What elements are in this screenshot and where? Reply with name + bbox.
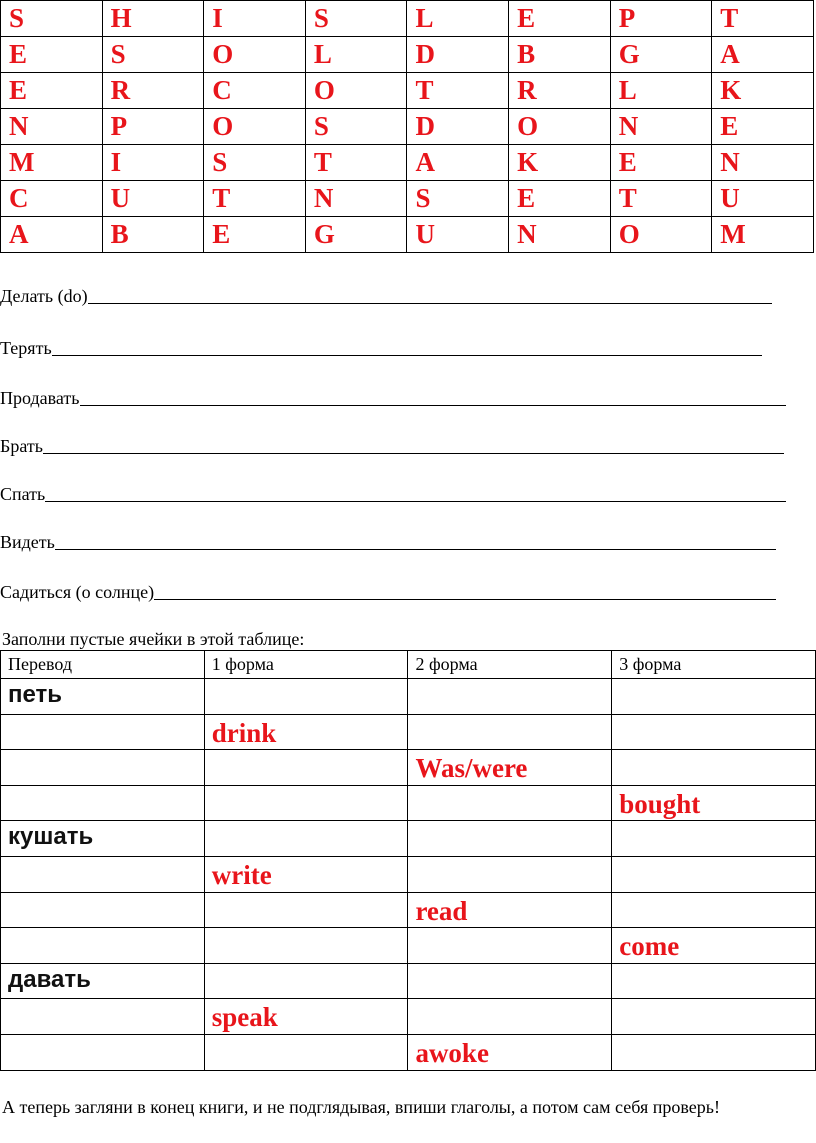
fill-line-label: Брать — [0, 436, 43, 456]
verb-table-row — [1, 785, 816, 821]
letter-cell: O — [204, 37, 306, 73]
verb-forms-table — [0, 650, 816, 1071]
letter-cell: A — [407, 145, 509, 181]
answer-blank[interactable] — [45, 483, 786, 502]
verb-cell[interactable] — [408, 785, 612, 821]
verb-cell — [1, 679, 205, 715]
letter-cell: K — [712, 73, 814, 109]
translation-text: давать — [8, 965, 91, 993]
answer-blank[interactable] — [43, 435, 784, 454]
letter-cell: P — [610, 1, 712, 37]
letter-cell: T — [610, 181, 712, 217]
verb-table-row — [1, 928, 816, 964]
letter-cell: S — [102, 37, 204, 73]
letter-cell: P — [102, 109, 204, 145]
verb-cell[interactable] — [204, 963, 408, 999]
translation-text: петь — [8, 681, 63, 708]
letter-cell: A — [712, 37, 814, 73]
verb-form-text: read — [415, 895, 468, 926]
letter-cell: T — [305, 145, 407, 181]
fill-line-label: Видеть — [0, 532, 55, 552]
verb-cell[interactable] — [408, 963, 612, 999]
letter-cell: O — [610, 217, 712, 253]
verb-cell — [408, 1034, 612, 1070]
letter-cell: E — [1, 73, 103, 109]
verb-cell — [204, 999, 408, 1035]
verb-cell[interactable] — [204, 785, 408, 821]
fill-line — [0, 386, 786, 408]
fill-line — [0, 336, 762, 358]
letter-cell: T — [712, 1, 814, 37]
verb-cell[interactable] — [612, 892, 816, 928]
header-form-3: 3 форма — [612, 651, 816, 679]
letter-cell: S — [305, 109, 407, 145]
letter-cell: N — [1, 109, 103, 145]
letter-cell: D — [407, 109, 509, 145]
fill-line-label: Продавать — [0, 388, 80, 408]
verb-cell[interactable] — [408, 821, 612, 857]
table-instruction: Заполни пустые ячейки в этой таблице: — [2, 629, 305, 649]
verb-cell[interactable] — [612, 856, 816, 892]
answer-blank[interactable] — [154, 581, 776, 600]
letter-cell: I — [204, 1, 306, 37]
letter-grid-row — [1, 217, 814, 253]
verb-cell[interactable] — [612, 821, 816, 857]
verb-form-text: come — [619, 931, 680, 962]
letter-grid-row — [1, 109, 814, 145]
verb-table-row — [1, 750, 816, 786]
answer-blank[interactable] — [55, 531, 776, 550]
verb-form-text: awoke — [415, 1037, 489, 1068]
header-form-2: 2 форма — [408, 651, 612, 679]
verb-cell[interactable] — [612, 679, 816, 715]
verb-cell — [1, 821, 205, 857]
letter-cell: N — [305, 181, 407, 217]
verb-cell[interactable] — [1, 999, 205, 1035]
verb-cell[interactable] — [1, 928, 205, 964]
verb-cell[interactable] — [612, 714, 816, 750]
fill-line — [0, 530, 776, 552]
letter-cell: S — [407, 181, 509, 217]
letter-cell: G — [610, 37, 712, 73]
verb-table-row — [1, 999, 816, 1035]
letter-cell: L — [407, 1, 509, 37]
letter-cell: S — [204, 145, 306, 181]
verb-form-text: Was/were — [415, 753, 528, 784]
answer-blank[interactable] — [80, 387, 787, 406]
letter-cell: S — [1, 1, 103, 37]
verb-cell[interactable] — [204, 928, 408, 964]
verb-cell[interactable] — [408, 714, 612, 750]
letter-cell: U — [712, 181, 814, 217]
letter-grid-row — [1, 1, 814, 37]
letter-cell: K — [509, 145, 611, 181]
verb-cell[interactable] — [1, 714, 205, 750]
letter-cell: B — [509, 37, 611, 73]
verb-cell[interactable] — [1, 892, 205, 928]
verb-cell[interactable] — [408, 856, 612, 892]
verb-cell[interactable] — [612, 750, 816, 786]
letter-cell: E — [509, 181, 611, 217]
letter-cell: H — [102, 1, 204, 37]
verb-cell[interactable] — [612, 999, 816, 1035]
header-translation: Перевод — [1, 651, 205, 679]
letter-cell: B — [102, 217, 204, 253]
letter-grid-row — [1, 37, 814, 73]
letter-grid-row — [1, 145, 814, 181]
verb-table-row — [1, 892, 816, 928]
verb-table-row — [1, 963, 816, 999]
header-form-1: 1 форма — [204, 651, 408, 679]
footer-instruction: А теперь загляни в конец книги, и не подглядывая, впиши глаголы, а потом сам себя проверь! — [2, 1097, 720, 1117]
verb-cell — [204, 856, 408, 892]
letter-cell: D — [407, 37, 509, 73]
verb-cell — [408, 750, 612, 786]
verb-cell[interactable] — [408, 928, 612, 964]
verb-table-header-row — [1, 651, 816, 679]
fill-line — [0, 434, 784, 456]
answer-blank[interactable] — [52, 337, 762, 356]
letter-grid-row — [1, 73, 814, 109]
letter-cell: L — [610, 73, 712, 109]
letter-cell: N — [712, 145, 814, 181]
letter-cell: N — [610, 109, 712, 145]
letter-cell: C — [204, 73, 306, 109]
letter-cell: E — [1, 37, 103, 73]
verb-table-row — [1, 856, 816, 892]
letter-cell: N — [509, 217, 611, 253]
verb-cell[interactable] — [612, 963, 816, 999]
letter-cell: T — [407, 73, 509, 109]
verb-cell[interactable] — [408, 679, 612, 715]
letter-cell: T — [204, 181, 306, 217]
letter-cell: E — [204, 217, 306, 253]
verb-cell[interactable] — [1, 785, 205, 821]
letter-cell: E — [509, 1, 611, 37]
verb-cell[interactable] — [1, 750, 205, 786]
verb-table-row — [1, 679, 816, 715]
letter-cell: L — [305, 37, 407, 73]
verb-table-row — [1, 714, 816, 750]
letter-cell: M — [712, 217, 814, 253]
letter-cell: M — [1, 145, 103, 181]
letter-cell: A — [1, 217, 103, 253]
verb-cell[interactable] — [612, 1034, 816, 1070]
letter-cell: C — [1, 181, 103, 217]
letter-cell: E — [610, 145, 712, 181]
verb-table-row — [1, 1034, 816, 1070]
verb-cell[interactable] — [1, 1034, 205, 1070]
letter-cell: U — [407, 217, 509, 253]
verb-form-text: speak — [211, 1002, 278, 1033]
fill-line — [0, 580, 776, 602]
verb-table-row — [1, 821, 816, 857]
verb-cell — [408, 892, 612, 928]
verb-form-text: drink — [211, 717, 277, 748]
letter-cell: O — [204, 109, 306, 145]
verb-cell[interactable] — [408, 999, 612, 1035]
fill-line-label: Садиться (о солнце) — [0, 582, 155, 602]
verb-cell — [204, 714, 408, 750]
letter-cell: G — [305, 217, 407, 253]
verb-cell[interactable] — [204, 679, 408, 715]
letter-cell: R — [102, 73, 204, 109]
verb-form-text: write — [211, 859, 272, 890]
fill-line — [0, 284, 772, 306]
verb-form-text: bought — [619, 788, 701, 819]
letter-grid-row — [1, 181, 814, 217]
fill-line-label: Делать (do) — [0, 286, 88, 306]
verb-cell — [612, 785, 816, 821]
fill-line-label: Спать — [0, 484, 46, 504]
letter-grid — [0, 0, 814, 253]
verb-cell[interactable] — [204, 750, 408, 786]
letter-cell: U — [102, 181, 204, 217]
verb-cell — [612, 928, 816, 964]
translation-text: кушать — [8, 823, 94, 851]
letter-cell: O — [509, 109, 611, 145]
letter-cell: O — [305, 73, 407, 109]
verb-cell — [1, 963, 205, 999]
letter-cell: R — [509, 73, 611, 109]
verb-cell[interactable] — [204, 821, 408, 857]
verb-cell[interactable] — [204, 892, 408, 928]
answer-blank[interactable] — [88, 285, 772, 304]
letter-cell: I — [102, 145, 204, 181]
fill-line — [0, 482, 786, 504]
verb-cell[interactable] — [204, 1034, 408, 1070]
fill-line-label: Терять — [0, 338, 52, 358]
letter-cell: S — [305, 1, 407, 37]
verb-cell[interactable] — [1, 856, 205, 892]
letter-cell: E — [712, 109, 814, 145]
